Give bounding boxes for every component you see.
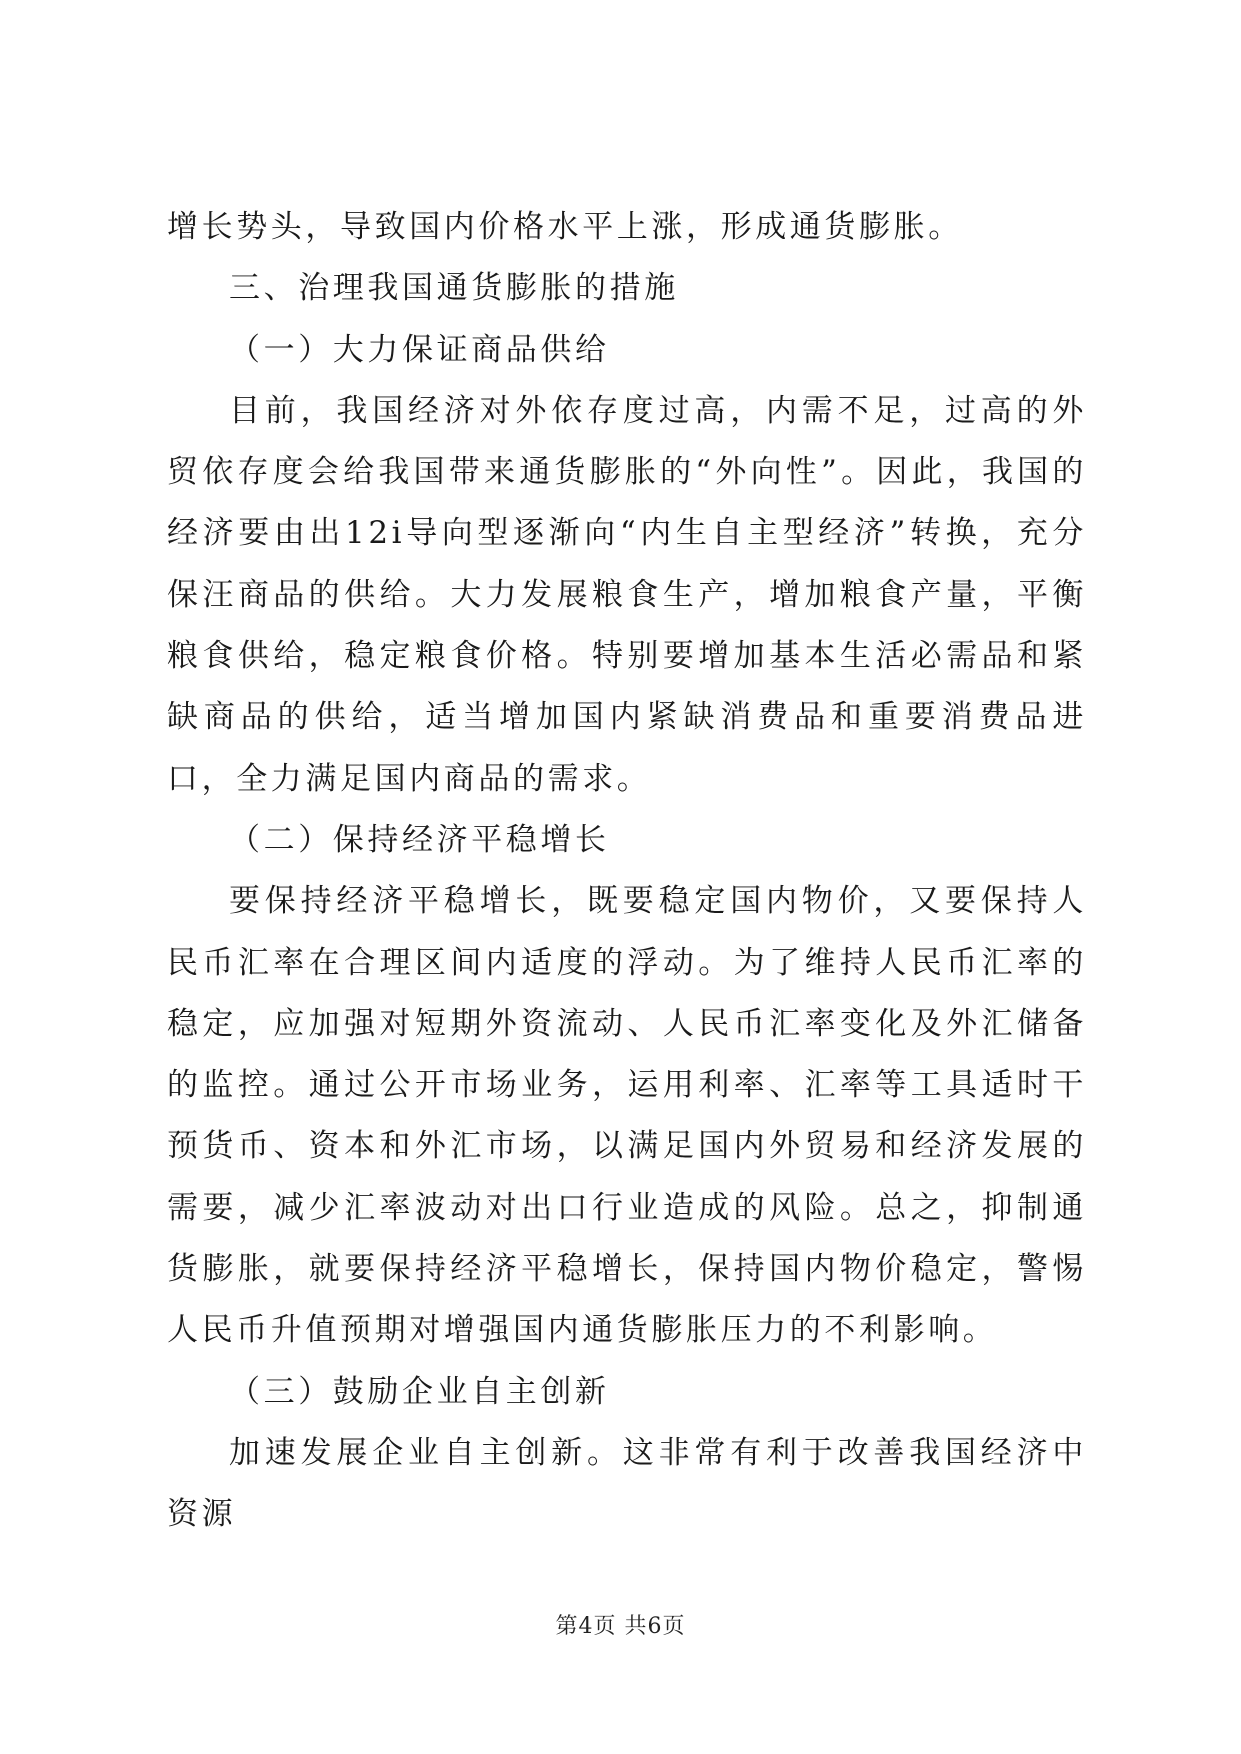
section-heading-3: 三、治理我国通货膨胀的措施: [229, 270, 679, 307]
paragraph-growth: 要保持经济平稳增长，既要稳定国内物价，又要保持人民币汇率在合理区间内适度的浮动。为了维持人民币汇率的稳定，应加强对短期外资流动、人民币汇率变化及外汇储备的监控。通过公开市场业务，运用利率、汇率等工具适时干预货币、资本和外汇市场，以满足国内外贸易和经济发展的需要，减少汇率波动对出口行业造成的风险。总之，抑制通货膨胀，就要保持经济平稳增长，保持国内物价稳定，警惕人民币升值预期对增强国内通货膨胀压力的不利影响。: [167, 883, 1087, 1349]
paragraph-supply: 目前，我国经济对外依存度过高，内需不足，过高的外贸依存度会给我国带来通货膨胀的“外向性”。因此，我国的经济要由出12i导向型逐渐向“内生自主型经济”转换，充分保汪商品的供给。大力发展粮食生产，增加粮食产量，平衡粮食供给，稳定粮食价格。特别要增加基本生活必需品和紧缺商品的供给，适当增加国内紧缺消费品和重要消费品进口，全力满足国内商品的需求。: [167, 392, 1087, 797]
document-body: [167, 197, 1087, 1546]
subheading-1: （一）大力保证商品供给: [229, 331, 610, 368]
subheading-3: （三）鼓励企业自主创新: [229, 1373, 610, 1410]
paragraph-continuation: 增长势头，导致国内价格水平上涨，形成通货膨胀。: [167, 209, 963, 245]
page-number-footer: 第4页 共6页: [555, 1614, 686, 1639]
paragraph-innovation: 加速发展企业自主创新。这非常有利于改善我国经济中资源: [167, 1434, 1087, 1533]
subheading-2: （二）保持经济平稳增长: [229, 821, 610, 858]
